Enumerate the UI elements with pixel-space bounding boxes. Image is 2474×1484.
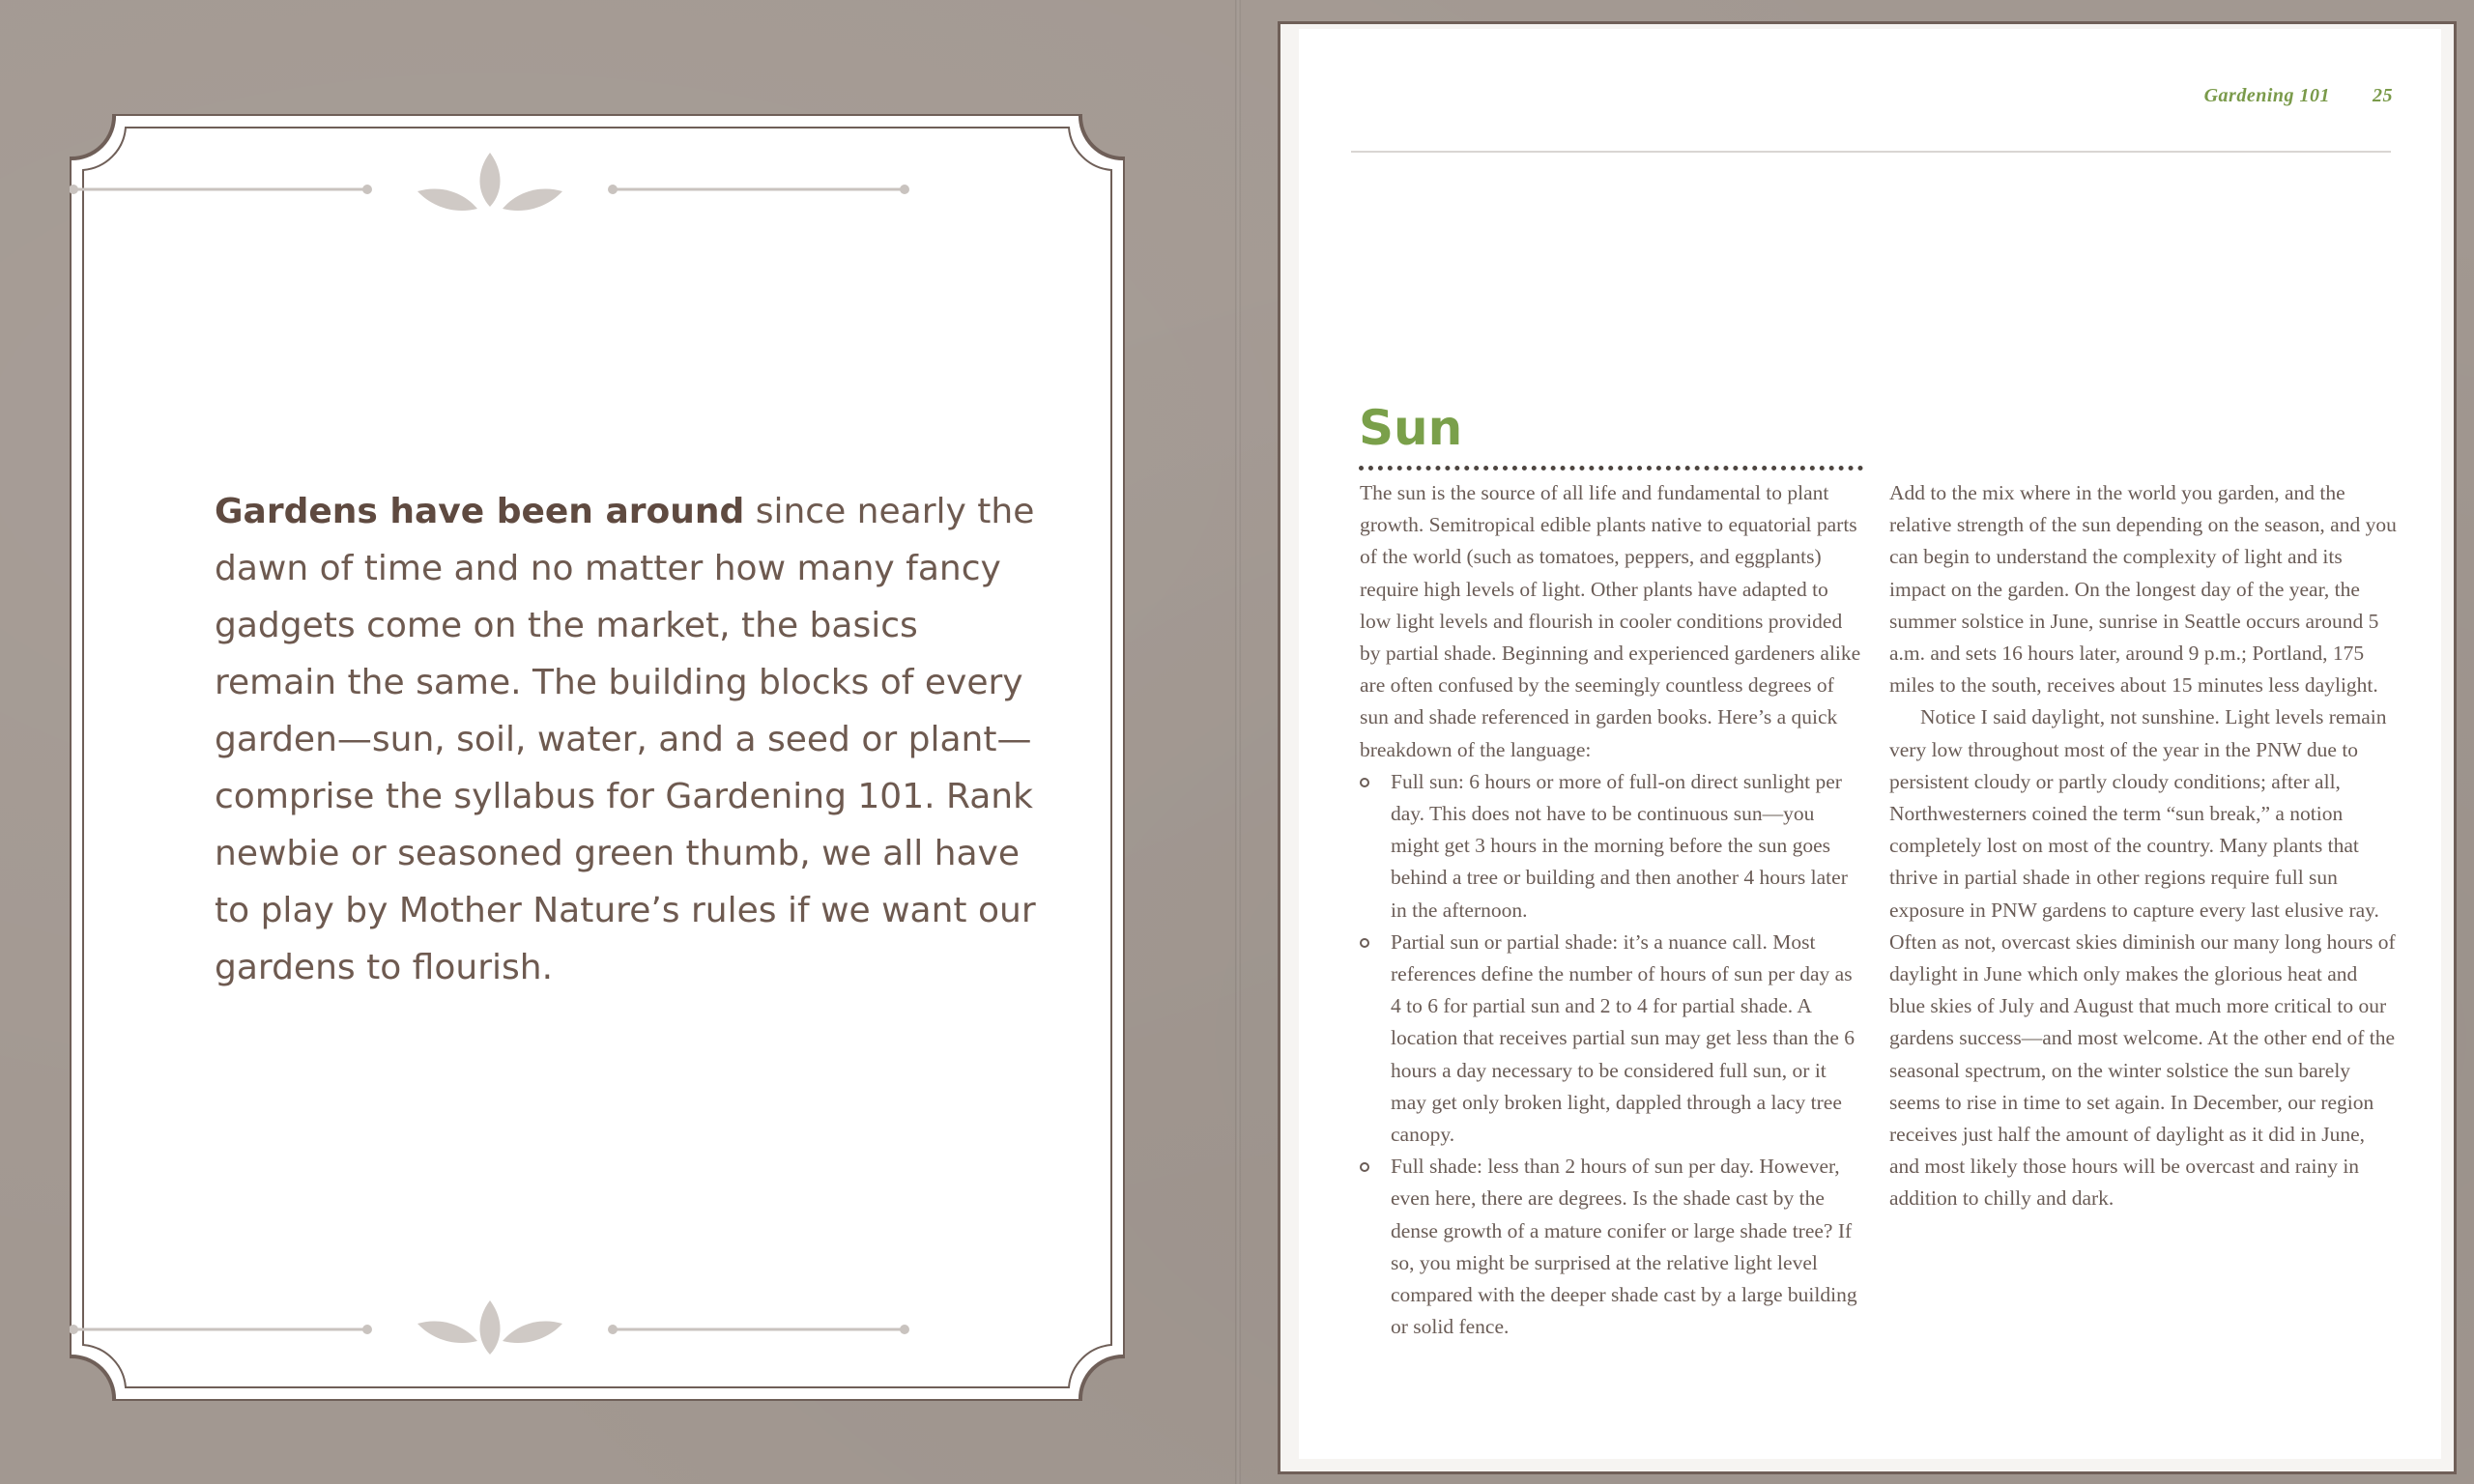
light-levels-list — [1360, 766, 1862, 1344]
title-dotted-rule — [1359, 466, 1863, 471]
section-title: Sun — [1359, 400, 1463, 456]
header-rule — [1351, 151, 2391, 153]
intro-body: since nearly the dawn of time and no matter how many fancy gadgets come on the market, the basics remain the same. The building blocks of every garden—sun, soil, water, and a seed or plant—comprise the syllabus for Gardening 101. Rank newbie or seasoned green thumb, we all have to play by Mother Nature’s rules if we want our gardens to flourish. — [215, 492, 1036, 987]
intro-paragraph — [215, 483, 1046, 996]
running-head-title: Gardening 101 — [2203, 85, 2330, 106]
season-paragraph: Add to the mix where in the world you garden, and the relative strength of the sun depending on the season, and you can begin to understand the complexity of light and its impact on the garden. On the longest day of the year, the summer solstice in June, sunrise in Seattle occurs around 5 a.m. and sets 16 hours later, around 9 p.m.; Portland, 175 miles to the south, receives about 15 minutes less daylight. — [1889, 481, 2397, 698]
text-column-1 — [1360, 477, 1862, 1343]
intro-lead: Gardens have been around — [215, 492, 745, 531]
leaf-ornament-top-icon — [70, 143, 910, 230]
left-page-frame — [70, 114, 1125, 1401]
list-item: Partial sun or partial shade: it’s a nuance call. Most references define the number of hours of sun per day as 4 to 6 for partial sun and 2 to 4 for partial shade. A location that receives partial sun may get less than the 6 hours a day necessary to be considered full sun, or it may get only broken light, dappled through a lacy tree canopy. — [1360, 927, 1862, 1151]
sun-intro-paragraph: The sun is the source of all life and fundamental to plant growth. Semitropical edible plants native to equatorial parts of the world (such as tomatoes, peppers, and eggplants) require high levels of light. Other plants have adapted to low light levels and flourish in cooler conditions provided by partial shade. Beginning and experienced gardeners alike are often confused by the seemingly countless degrees of sun and shade referenced in garden books. Here’s a quick breakdown of the language: — [1360, 481, 1861, 761]
page-number: 25 — [2373, 85, 2393, 106]
daylight-paragraph: Notice I said daylight, not sunshine. Light levels remain very low throughout most of the year in the PNW due to persistent cloudy or partly cloudy conditions; after all, Northwesterners coined the term “sun break,” a notion completely lost on most of the country. Many plants that thrive in partial shade in other regions require full sun exposure in PNW gardens to capture every last elusive ray. Often as not, overcast skies diminish our many long hours of daylight in June which only makes the glorious heat and blue skies of July and August that much more critical to our gardens success—and most welcome. At the other end of the seasonal spectrum, on the winter solstice the sun barely seems to rise in time to set again. In December, our region receives just half the amount of daylight as it did in June, and most likely those hours will be overcast and rainy in addition to chilly and dark. — [1889, 705, 2396, 1211]
list-item: Full sun: 6 hours or more of full-on direct sunlight per day. This does not have to be continuous sun—you might get 3 hours in the morning before the sun goes behind a tree or building and then another 4 hours later in the afternoon. — [1360, 766, 1862, 927]
leaf-ornament-bottom-icon — [70, 1283, 910, 1370]
book-gutter — [1235, 0, 1241, 1484]
running-head — [2029, 85, 2393, 107]
text-column-2 — [1889, 477, 2397, 1215]
list-item: Full shade: less than 2 hours of sun per day. However, even here, there are degrees. Is the shade cast by the dense growth of a mature conifer or large shade tree? If so, you might be surprised at the relative light level compared with the deeper shade cast by a large building or solid fence. — [1360, 1151, 1862, 1343]
